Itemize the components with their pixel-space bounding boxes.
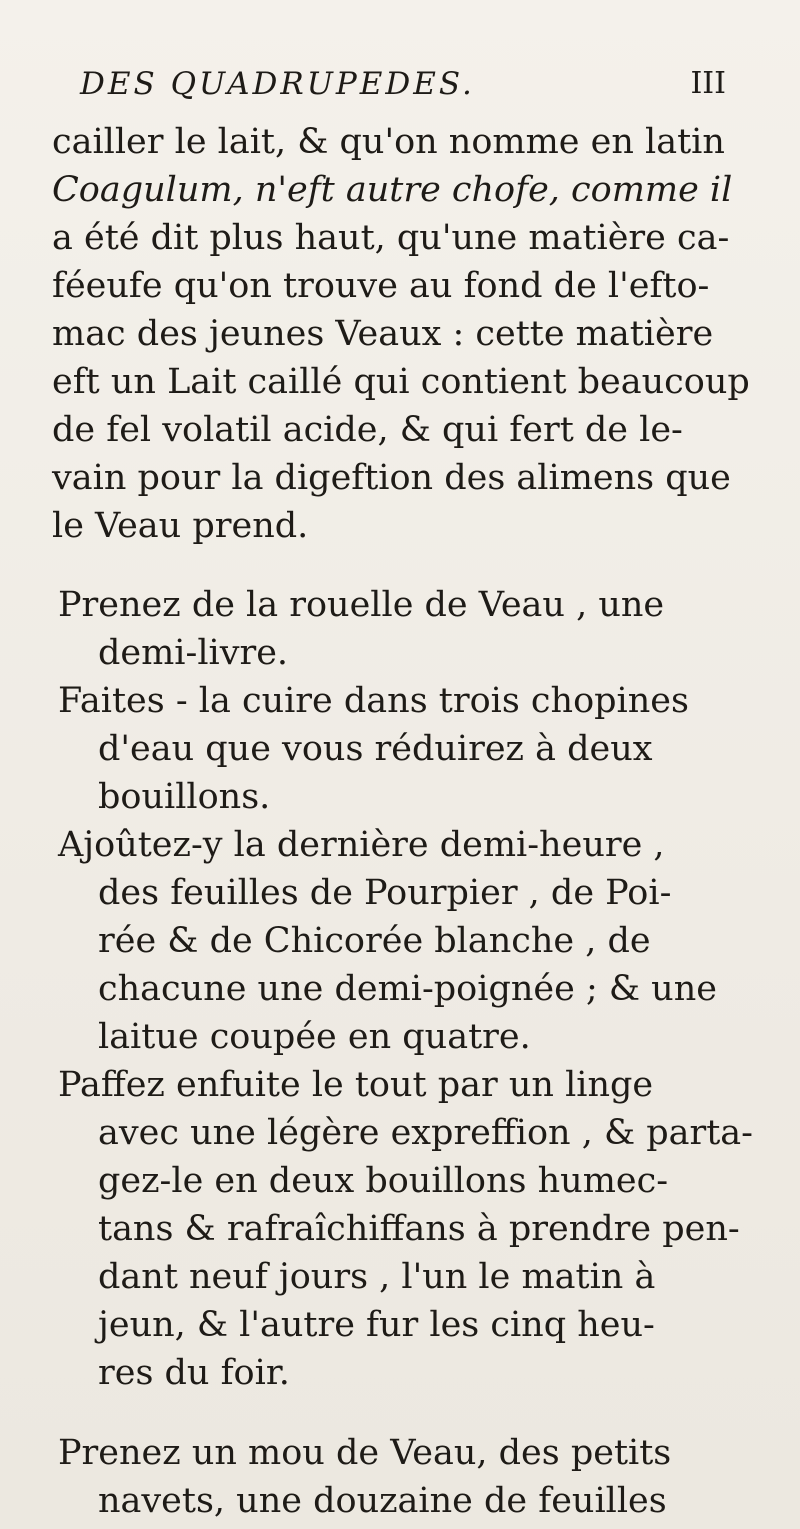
text-line: de fel volatil acide, & qui fert de le- (52, 410, 683, 450)
text-line: le Veau prend. (52, 506, 309, 546)
recipe-step-line: tans & rafraîchiffans à prendre pen- (98, 1209, 740, 1249)
recipe-step-line: Faites - la cuire dans trois chopines (58, 681, 689, 721)
recipe-step-line: des feuilles de Pourpier , de Poi- (98, 873, 672, 913)
text-line: vain pour la digeftion des alimens que (52, 458, 731, 498)
recipe-step-line: res du foir. (98, 1353, 290, 1393)
text-line: mac des jeunes Veaux : cette matière (52, 314, 714, 354)
recipe-step-line: avec une légère expreffion , & parta- (98, 1113, 753, 1153)
recipe-step-line: Prenez de la rouelle de Veau , une (58, 585, 665, 625)
text-line: féeufe qu'on trouve au fond de l'efto- (52, 266, 710, 306)
recipe-step-line: demi-livre. (98, 633, 289, 673)
recipe-step-line: Prenez un mou de Veau, des petits (58, 1433, 672, 1473)
recipe-step-line: gez-le en deux bouillons humec- (98, 1161, 669, 1201)
recipe-step-line: Ajoûtez-y la dernière demi-heure , (58, 825, 665, 865)
text-line: Coagulum, n'eft autre chofe, comme il (52, 170, 733, 210)
page-number: III (690, 66, 726, 101)
recipe-step-line: bouillons. (98, 777, 271, 817)
running-head-title: DES QUADRUPEDES. (80, 66, 475, 102)
recipe-step-line: chacune une demi-poignée ; & une (98, 969, 717, 1009)
recipe-step-line: rée & de Chicorée blanche , de (98, 921, 651, 961)
text-line: cailler le lait, & qu'on nomme en latin (52, 122, 725, 162)
recipe-step-line: dant neuf jours , l'un le matin à (98, 1257, 656, 1297)
recipe-step-line: laitue coupée en quatre. (98, 1017, 531, 1057)
recipe-step-line: d'eau que vous réduirez à deux (98, 729, 653, 769)
recipe-step-line: navets, une douzaine de feuilles (98, 1481, 667, 1521)
running-head (80, 66, 740, 110)
text-line: a été dit plus haut, qu'une matière ca- (52, 218, 730, 258)
recipe-step-line: jeun, & l'autre fur les cinq heu- (98, 1305, 655, 1345)
text-line: eft un Lait caillé qui contient beaucoup (52, 362, 750, 402)
recipe-step-line: Paffez enfuite le tout par un linge (58, 1065, 654, 1105)
